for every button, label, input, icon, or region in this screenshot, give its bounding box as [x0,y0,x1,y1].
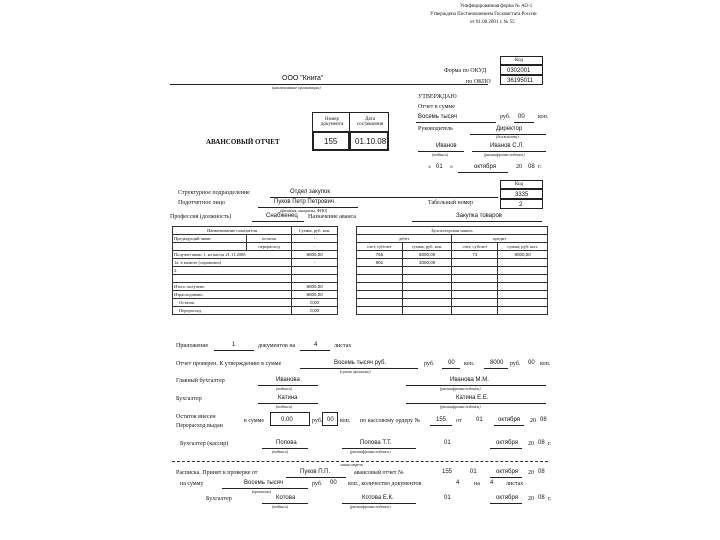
receipt-month: октября [496,469,518,475]
approval-year-suffix: г. [538,164,542,170]
doc-date-header: Дата составления [356,117,384,127]
purpose-line [412,221,542,222]
received-row-sub: остаток [247,235,292,243]
cashier-month-line [490,448,522,449]
cashier-sign-caption: (подпись) [272,449,289,454]
table-row [173,243,338,251]
cashier-signature: Попова [276,440,297,446]
acc-name-caption: (расшифровка подписи) [440,404,481,409]
table-row [357,299,548,307]
remain-rub: 0,00 [281,417,293,423]
receipt-acc-name-caption: (расшифровка подписи) [350,504,391,509]
checked-rub: руб. [424,361,435,367]
checked-sum-digits: 8000 [490,360,504,366]
receipt-sheets-word: листах [506,481,524,487]
form-approval-line2: Утверждена Постановлением Госкомстата России [430,12,537,17]
chief-acc-name: Иванова М.М. [450,377,489,383]
received-row-label: Израсходовано [173,291,292,299]
credit-sum: 8000,00 [498,251,548,259]
received-row-sub: перерасход [247,243,292,251]
okud-label: Форма по ОКУД [444,68,487,74]
table-row [173,283,338,291]
received-table [172,226,338,315]
form-approval-line3: от 01.08.2001 г. № 55 [470,20,515,25]
checked-words-caption: (сумма прописью) [340,369,371,374]
receipt-year2-prefix: 20 [528,496,534,502]
code-header: Код [515,58,523,63]
received-row-value: 8000,00 [292,283,338,291]
remain-amount-label: в сумме [244,418,265,424]
receipt-year2: 08 [538,495,545,501]
receipt-from-line [286,477,346,478]
credit-account [452,259,498,267]
head-signature: Иванов [436,143,457,149]
acc-sign-caption: (подпись) [276,404,293,409]
remain-kop: 00 [327,417,334,423]
code-header-box [500,56,543,65]
checked-sum-kop: 00 [528,360,535,366]
dept-value: Отдел закупок [290,189,331,195]
tab-label: Табельный номер [428,200,474,206]
table-row [357,275,548,283]
approved-kop-line [514,122,534,123]
checked-words: Восемь тысяч руб. [334,360,387,366]
approved-kop-label: коп. [538,114,549,120]
order-no: 155 [436,417,447,423]
received-row-value: 0,00 [292,299,338,307]
table-row [357,291,548,299]
dept-code-box [500,189,543,199]
table-row [173,299,338,307]
attach-docs: 1 [232,342,236,348]
credit-sum [498,259,548,267]
order-from: от [456,418,462,424]
received-row-value: - [292,243,338,251]
approval-day: 01 [436,164,443,170]
receipt-month2: октября [496,495,518,501]
person-code-box [500,180,543,189]
table-row [173,307,338,315]
receipt-day2: 01 [444,495,451,501]
approved-amount-label: Отчет в сумме [418,104,455,110]
receipt-sheets-label: на [474,481,480,487]
order-month: октября [498,417,520,423]
received-row-label: Остаток [173,299,292,307]
table-row [173,251,338,259]
receipt-label: Расписка. Принят к проверке от [176,470,258,476]
accounting-credit: кредит [452,235,548,243]
received-row-value [292,267,338,275]
received-row-value: - [292,259,338,267]
remain-label: Остаток внесен [176,414,216,420]
received-row-label: 2. [173,267,292,275]
cashier-year: 08 [538,440,545,446]
approval-year: 08 [528,164,535,170]
cashier-label: Бухгалтер (кассир) [180,441,229,447]
holder-label: Подотчетное лицо [178,200,225,206]
checked-sum-rub: руб. [510,361,521,367]
purpose-value: Закупка товаров [456,213,502,219]
remain-rub-label: руб. [312,418,323,424]
received-row-label [173,243,247,251]
sheets-label: листах [334,343,352,349]
attach-label: Приложение [176,343,209,349]
received-row-value: 8000,00 [292,251,338,259]
table-row [173,275,338,283]
cashier-name-caption: (расшифровка подписи) [350,449,391,454]
receipt-docs-label: коп., количество документов [348,481,422,487]
okpo-label: по ОКПО [466,79,491,85]
accounting-title: Бухгалтерская запись [357,227,548,235]
debit-account: 901 [357,259,403,267]
table-row [173,267,338,275]
received-row-label: Итого получено [173,283,292,291]
person-code-header: Код [515,182,523,187]
cashier-year-prefix: 20 [528,441,534,447]
okpo-value: 36195011 [507,78,534,84]
tab-box [500,199,543,209]
received-row-label [173,275,292,283]
received-col-sum: Сумма, руб. коп. [292,227,338,235]
doc-date-box [349,131,389,151]
receipt-from: Пуков П.П. [300,469,331,475]
chief-name-caption: (расшифровка подписи) [440,386,481,391]
attach-docs-line [214,350,254,351]
receipt-acc-signature: Котова [276,495,296,501]
remain-rub-box [270,412,310,426]
okud-box [500,65,543,75]
receipt-day: 01 [470,469,477,475]
approved-amount-line [416,122,496,123]
received-row-value [292,275,338,283]
org-underline [170,84,488,85]
received-row-label: Предыдущий аванс [173,235,247,243]
doc-number-header-box [312,112,350,132]
debit-account: 765 [357,251,403,259]
holder-value: Пуков Петр Петрович [274,199,334,205]
purpose-label: Назначение аванса [308,214,356,220]
table-row [357,307,548,315]
approved-title: УТВЕРЖДАЮ [418,94,457,100]
approved-rub-label: руб. [500,114,511,120]
received-row-value: - [292,235,338,243]
accounting-debit: дебет [357,235,452,243]
approval-month: октября [474,164,496,170]
order-day: 01 [476,417,483,423]
credit-sum-header: сумма, руб. коп. [498,243,548,251]
received-row-label: Перерасход [173,307,292,315]
receipt-rub: руб. [312,481,323,487]
approved-amount-words: Восемь тысяч [418,114,458,120]
doc-date-header-box [349,112,389,132]
doc-number: 155 [324,137,338,146]
cashier-month: октября [496,440,518,446]
received-row-label: Получен аванс 1. из кассы 21.11.2008 [173,251,292,259]
receipt-year: 08 [538,469,545,475]
dept-line [270,197,498,198]
credit-account: 71 [452,251,498,259]
attach-sheets-line [300,350,330,351]
doc-title: АВАНСОВЫЙ ОТЧЕТ [206,138,280,146]
org-caption: (наименование организации) [272,85,321,90]
head-name: Иванов С.Л. [490,143,524,149]
head-label: Руководитель [418,126,453,132]
checked-sum-kop-label: коп. [540,361,551,367]
acc-label: Бухгалтер [176,396,202,402]
approval-year-prefix: 20 [516,164,522,170]
checked-kop: 00 [448,360,455,366]
received-row-value: 8000,00 [292,291,338,299]
debit-sum: 5000,00 [402,251,452,259]
cashier-year-suffix: г. [548,441,552,447]
order-month-line [494,425,524,426]
receipt-sum-words: Восемь тысяч [244,480,284,486]
acc-name: Катина Е.Е. [456,395,489,401]
chief-sign-caption: (подпись) [276,386,293,391]
debit-sum-header: сумма, руб. коп. [402,243,452,251]
receipt-acc-label: Бухгалтер [206,496,232,502]
table-row [357,267,548,275]
checked-kop-line [442,368,460,369]
receipt-year-prefix: 20 [528,470,534,476]
approved-kop-value: 00 [518,114,525,120]
chief-acc-signature: Иванова [276,377,300,383]
overspend-label: Перерасход выдан [176,423,223,429]
remain-kop-box [322,412,338,426]
doc-number-header: Номер документа [320,117,344,127]
prof-value: Снабженец [266,213,298,219]
debit-sum: 3000,00 [402,259,452,267]
prof-line [252,221,304,222]
receipt-year2-suffix: г. [548,496,552,502]
checked-label: Отчет проверен. К утверждению в сумме [176,361,282,367]
cashier-name: Попова Т.Т. [360,440,392,446]
receipt-sum-label: на сумму [180,481,204,487]
receipt-docs: 4 [456,480,460,486]
receipt-no: 155 [442,469,453,475]
receipt-kop: 00 [330,480,337,486]
accounting-table [356,226,548,315]
tab-value: 2 [519,202,523,208]
debit-account-header: счет, субсчет [357,243,403,251]
cashier-day: 01 [444,440,451,446]
order-label: по кассовому ордеру № [360,418,421,424]
table-row [357,259,548,267]
receipt-words-caption: (прописью) [252,489,272,494]
receipt-acc-name: Котова Е.К. [362,495,394,501]
receipt-month2-line [490,503,522,504]
receipt-sheets: 4 [490,480,494,486]
checked-kop-label: коп. [464,361,475,367]
table-row [173,259,338,267]
attach-sheets: 4 [314,342,318,348]
chief-acc-label: Главный бухгалтер [176,378,225,384]
received-row-value: 0,00 [292,307,338,315]
table-row [173,235,338,243]
okud-value: 0302001 [507,68,531,74]
cut-line-label: линия отреза [340,462,363,467]
receipt-report-label: авансовый отчет № [354,470,404,476]
table-row [173,291,338,299]
dept-code: 3335 [515,192,529,198]
credit-account-header: счет, субсчет [452,243,498,251]
order-year-prefix: 20 [530,418,536,424]
org-name: ООО "Книга" [282,75,324,82]
order-year: 08 [540,417,547,423]
order-no-line [430,425,452,426]
table-row [357,251,548,259]
docs-on-label: документов на [258,343,296,349]
receipt-month-line [490,477,522,478]
acc-signature: Катина [278,395,298,401]
holder-caption: (фамилия, инициалы, ФИО) [280,208,328,213]
received-row-label: 1а. в валюте (справочно) [173,259,292,267]
table-row [357,283,548,291]
approval-month-line [458,172,508,173]
remain-kop-label: коп. [340,418,351,424]
doc-number-box [312,131,350,151]
head-name-caption: (расшифровка подписи) [484,152,525,157]
received-col-name: Наименование показателя [173,227,292,235]
checked-sum-line [484,368,508,369]
dept-label: Структурное подразделение [178,190,250,196]
doc-date: 01.10.08 [355,137,387,146]
prof-label: Профессия (должность) [170,214,232,220]
head-position: Директор [496,126,523,132]
head-sign-caption: (подпись) [432,152,449,157]
head-position-caption: (должность) [496,134,519,139]
receipt-acc-sign-caption: (подпись) [272,504,289,509]
form-approval-line1: Унифицированная форма № АО-1 [460,4,533,9]
okpo-box [500,75,543,85]
